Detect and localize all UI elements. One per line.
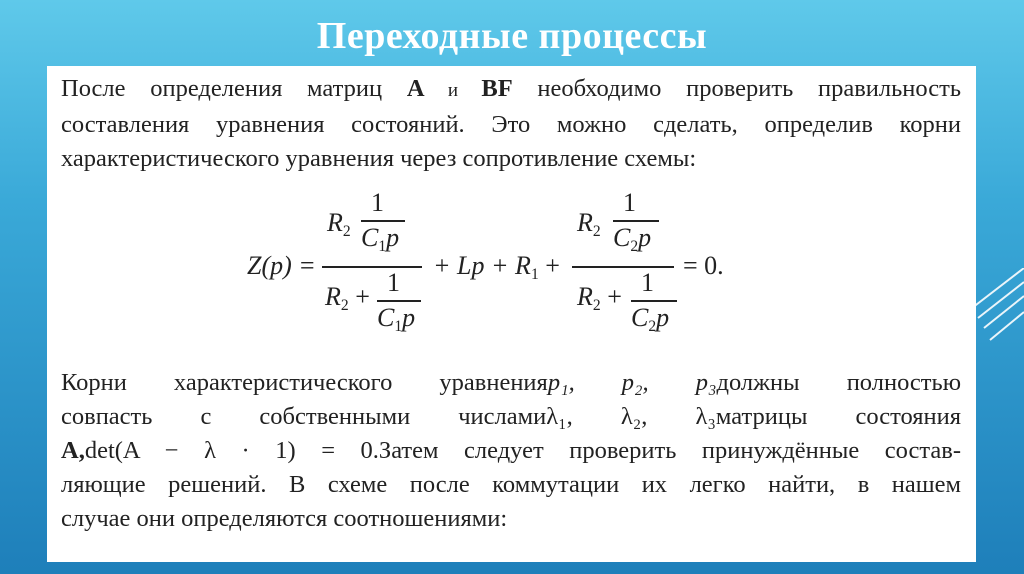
matrix-bf: BF	[481, 75, 513, 102]
formula-lhs: Z(p) =	[247, 251, 316, 280]
text-segment: матрицы состояния	[715, 403, 961, 430]
eigenvalues-expression: λ₁, λ₂, λ₃	[546, 403, 716, 430]
matrix-a: A	[406, 75, 425, 102]
text-segment: Затем следует проверить принуждённые состав-	[378, 437, 961, 464]
matrix-a: A,	[61, 437, 85, 464]
content-panel	[47, 66, 976, 562]
small-fraction-den: $C_2p$	[613, 223, 652, 255]
small-fraction-num: 1	[623, 188, 636, 217]
text-segment: и	[424, 80, 482, 101]
text-line: ляющие решений. В схеме после коммутации их легко найти, в нашем	[61, 471, 961, 498]
paragraph-intro	[61, 72, 961, 176]
denominator-2: $R_2$ +	[577, 282, 622, 314]
text-segment: Корни характеристического уравнения	[61, 369, 548, 396]
text-segment: После определения матриц	[61, 75, 407, 102]
formula-middle: + $Lp + R_1$ +	[433, 251, 560, 283]
decorative-lines	[964, 268, 1024, 358]
small-fraction-bar	[631, 300, 677, 302]
impedance-formula	[247, 188, 827, 358]
text-line: случае они определяются соотношениями:	[61, 505, 508, 532]
small-fraction-den: $C_2p$	[631, 303, 670, 335]
text-segment: совпасть с собственными числами	[61, 403, 547, 430]
text-segment: должны полностью	[716, 369, 961, 396]
text-line: составления уравнения состояний. Это можно сделать, определив корни	[61, 111, 961, 138]
formula-rhs: = 0.	[683, 251, 724, 280]
main-fraction-bar-1	[322, 266, 422, 268]
roots-expression: p₁, p₂, p₃	[547, 369, 717, 396]
text-line	[61, 72, 961, 108]
small-fraction-den: $C_1p$	[361, 223, 400, 255]
slide-title: Переходные процессы	[316, 15, 708, 57]
text-line: характеристического уравнения через сопротивление схемы:	[61, 145, 697, 172]
determinant-expression: det(A − λ · 1) = 0.	[84, 437, 379, 464]
small-fraction-bar	[613, 220, 659, 222]
main-fraction-bar-2	[572, 266, 674, 268]
paragraph-roots	[61, 366, 961, 536]
numerator-1: $R_2$	[327, 208, 351, 240]
text-line	[61, 366, 961, 400]
numerator-2: $R_2$	[577, 208, 601, 240]
text-line	[61, 400, 961, 434]
small-fraction-bar	[377, 300, 421, 302]
text-line	[61, 434, 961, 468]
small-fraction-den: $C_1p$	[377, 303, 416, 335]
small-fraction-num: 1	[641, 268, 654, 297]
small-fraction-num: 1	[387, 268, 400, 297]
small-fraction-num: 1	[371, 188, 384, 217]
small-fraction-bar	[361, 220, 405, 222]
text-segment: необходимо проверить правильность	[512, 75, 961, 102]
denominator-1: $R_2$ +	[325, 282, 370, 314]
